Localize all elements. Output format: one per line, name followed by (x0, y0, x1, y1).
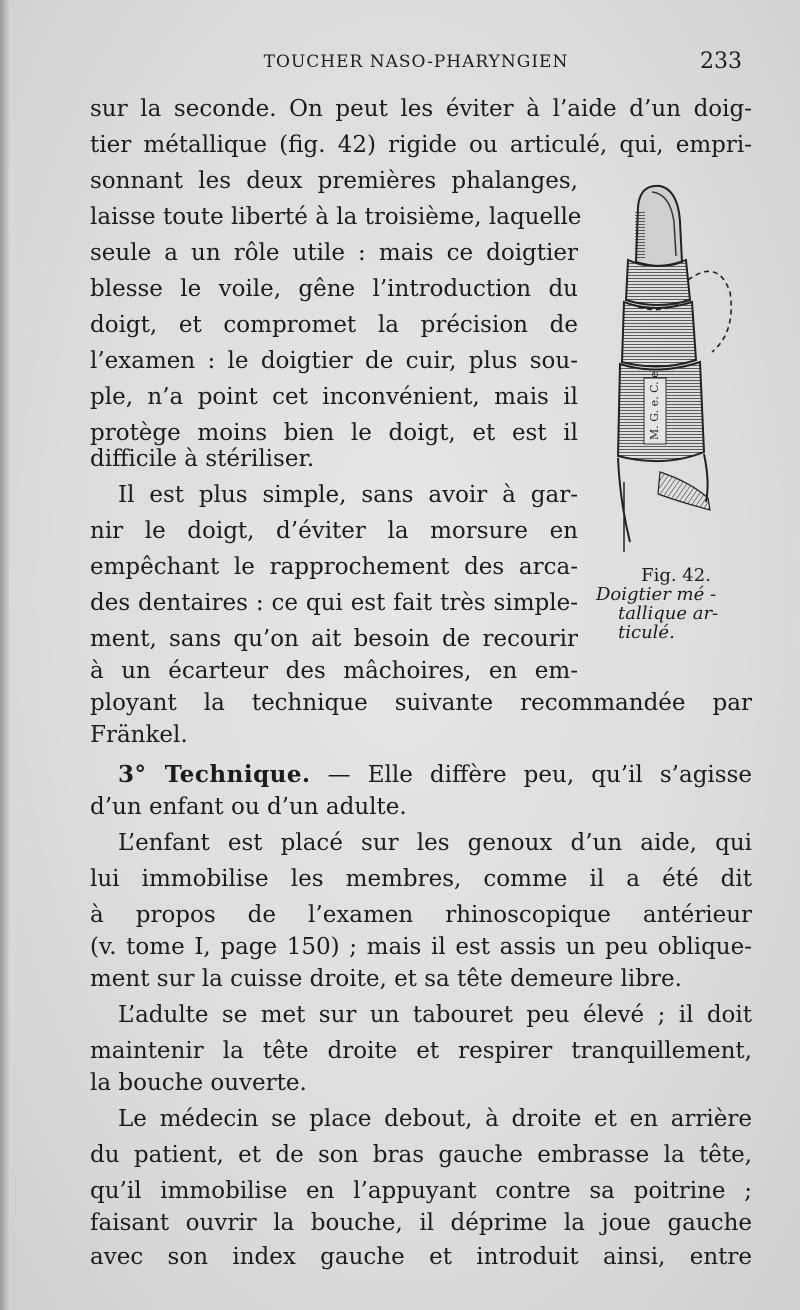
text-line: l’examen : le doigtier de cuir, plus sou- (90, 348, 578, 374)
running-head: TOUCHER NASO-PHARYNGIEN (263, 52, 569, 72)
caption-line: Doigtier mé - (596, 584, 717, 605)
text-line: ple, n’a point cet inconvénient, mais il (90, 384, 578, 410)
caption-line: ticulé. (618, 622, 675, 643)
text-line: lui immobilise les membres, comme il a été dit (90, 866, 752, 892)
text-line: la bouche ouverte. (90, 1070, 307, 1096)
text-line: empêchant le rapprochement des arca- (90, 554, 578, 580)
text-line: laisse toute liberté à la troisième, laquelle (90, 204, 582, 230)
text-line: sur la seconde. On peut les éviter à l’aide d’un doig- (90, 96, 752, 122)
text-line: ment, sans qu’on ait besoin de recourir (90, 626, 578, 652)
text-line: à un écarteur des mâchoires, en em- (90, 658, 578, 684)
caption-line: tallique ar- (618, 603, 719, 624)
text-line: à propos de l’examen rhinoscopique antérieur (90, 902, 752, 928)
text-line: tier métallique (fig. 42) rigide ou articulé, qui, empri- (90, 132, 752, 158)
text-line: ment sur la cuisse droite, et sa tête demeure libre. (90, 966, 682, 992)
text-line: doigt, et compromet la précision de (90, 312, 578, 338)
text-line: blesse le voile, gêne l’introduction du (90, 276, 578, 302)
text-line: d’un enfant ou d’un adulte. (90, 794, 407, 820)
text-line: sonnant les deux premières phalanges, (90, 168, 578, 194)
text-line: maintenir la tête droite et respirer tranquillement, (90, 1038, 752, 1064)
text-line: seule a un rôle utile : mais ce doigtier (90, 240, 578, 266)
text-line: ployant la technique suivante recommandée par (90, 690, 752, 716)
figure-number: Fig. 42. (641, 565, 711, 586)
text-line (90, 760, 752, 790)
page-number: 233 (700, 49, 742, 74)
text-line: Fränkel. (90, 722, 188, 748)
text-line: Il est plus simple, sans avoir à gar- (118, 482, 578, 508)
text-line: difficile à stériliser. (90, 446, 315, 472)
text-line: du patient, et de son bras gauche embrasse la tête, (90, 1142, 752, 1168)
text-line: avec son index gauche et introduit ainsi, entre (90, 1244, 752, 1270)
text-line: L’adulte se met sur un tabouret peu élevé ; il doit (118, 1002, 752, 1028)
page-header (90, 49, 742, 80)
metal-finger-guard-illustration (600, 182, 760, 567)
text-line: L’enfant est placé sur les genoux d’un aide, qui (118, 830, 752, 856)
heading-continuation: — Elle diffère peu, qu’il s’agisse (310, 762, 752, 788)
text-line: qu’il immobilise en l’appuyant contre sa poitrine ; (90, 1178, 752, 1204)
text-line: nir le doigt, d’éviter la morsure en (90, 518, 578, 544)
text-line: protège moins bien le doigt, et est il (90, 420, 578, 446)
text-line: (v. tome I, page 150) ; mais il est assis un peu oblique- (90, 934, 752, 960)
section-heading: 3° Technique. (118, 761, 311, 788)
text-line: des dentaires : ce qui est fait très simple- (90, 590, 578, 616)
text-line: faisant ouvrir la bouche, il déprime la joue gauche (90, 1210, 752, 1236)
page-edge-shadow (0, 0, 9, 1310)
text-line: Le médecin se place debout, à droite et en arrière (118, 1106, 752, 1132)
engraved-mark: M. G. e. C. e (648, 371, 661, 440)
figure-caption (596, 566, 756, 642)
